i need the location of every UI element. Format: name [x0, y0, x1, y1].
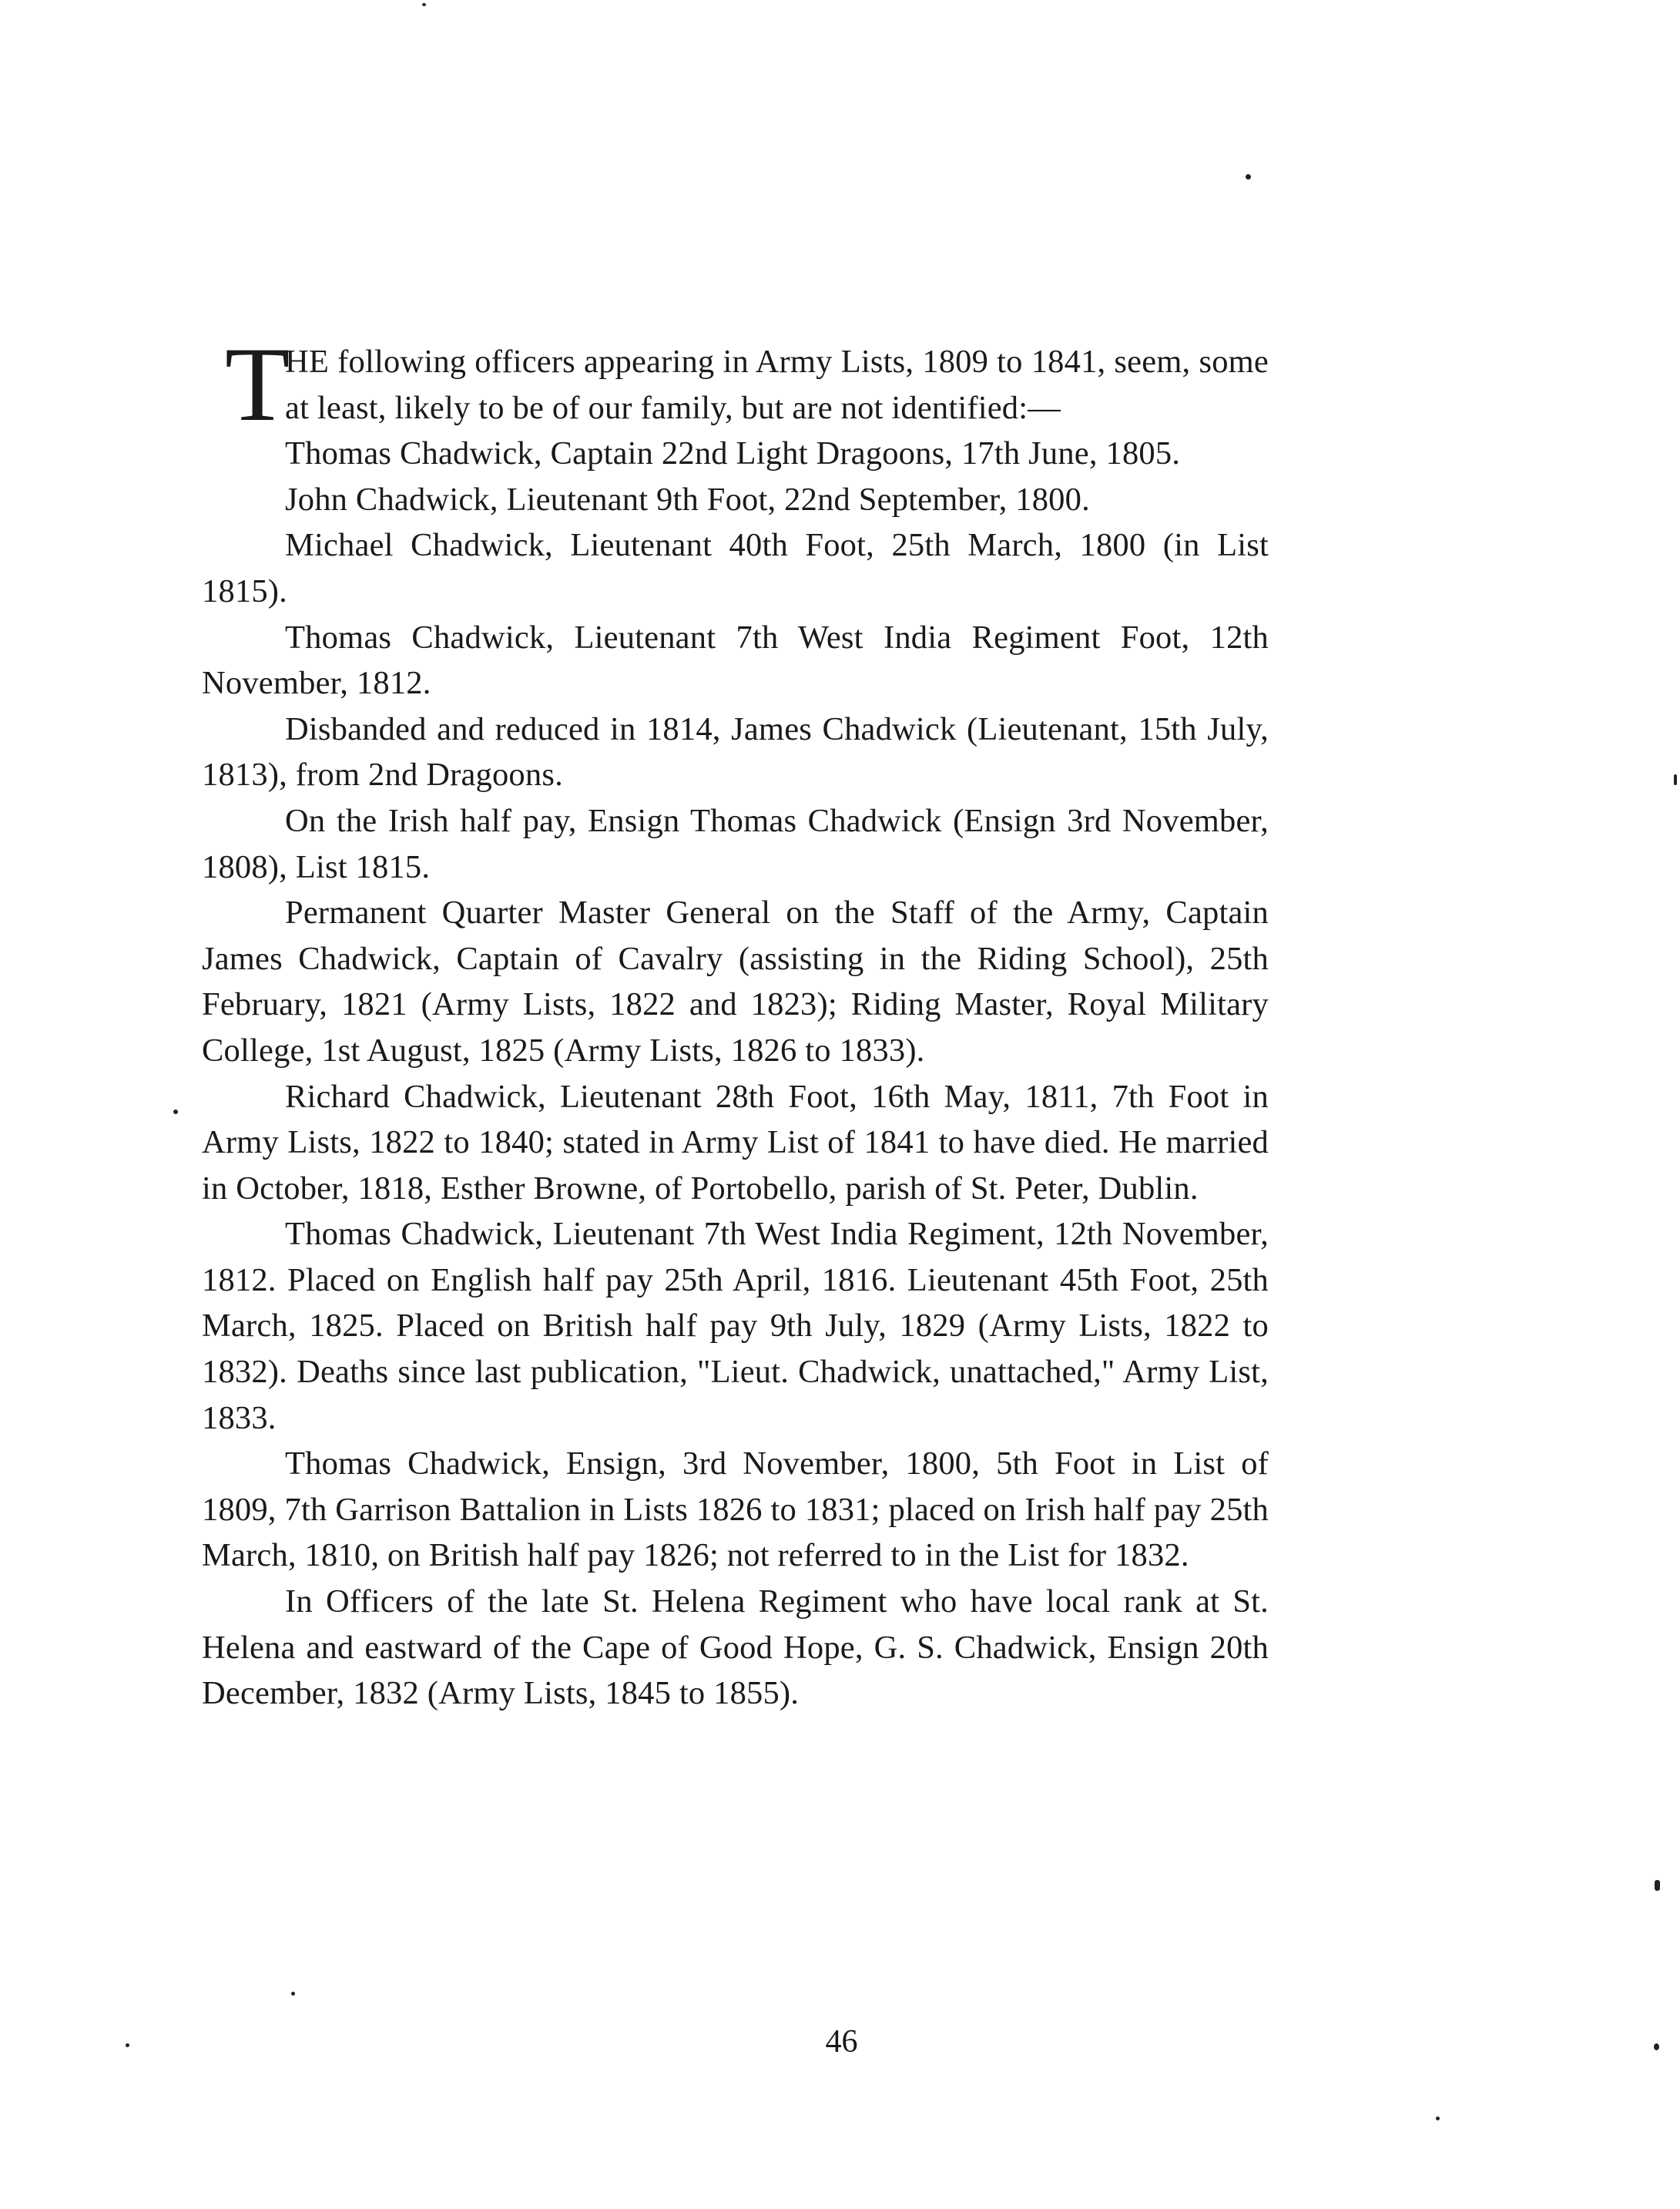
paragraph-quarter-master: Permanent Quarter Master General on the Staff of the Army, Captain James Chadwick, Captain of Cavalry (assisting in the Riding School), 25th February, 1821 (Army Lists, 1822 and 1823); Riding Master, Royal Military College, 1st August, 1825 (Army Lists, 1826 to 1833). [202, 895, 1269, 1069]
page-number: 46 [825, 2024, 858, 2060]
paragraph-st-helena: In Officers of the late St. Helena Regiment who have local rank at St. Helena and eastward of the Cape of Good Hope, G. S. Chadwick, Ensign 20th December, 1832 (Army Lists, 1845 to 1855). [202, 1583, 1269, 1712]
scan-speck [1655, 1880, 1660, 1891]
paragraph-thomas-ensign: Thomas Chadwick, Ensign, 3rd November, 1800, 5th Foot in List of 1809, 7th Garrison Battalion in Lists 1826 to 1831; placed on Irish half pay 25th March, 1810, on British half pay 1826; not referred to in the List for 1832. [202, 1445, 1269, 1574]
paragraph-irish-half-pay: On the Irish half pay, Ensign Thomas Chadwick (Ensign 3rd November, 1808), List 1815. [202, 802, 1269, 885]
intro-text: HE following officers appearing in Army Lists, 1809 to 1841, seem, some at least, likely to be of our family, but are not identified:— [285, 344, 1269, 426]
paragraph-thomas-captain: Thomas Chadwick, Captain 22nd Light Dragoons, 17th June, 1805. [285, 435, 1181, 472]
paragraph-thomas-lieutenant: Thomas Chadwick, Lieutenant 7th West India Regiment Foot, 12th November, 1812. [202, 619, 1269, 702]
scan-speck [173, 1110, 178, 1114]
paragraph-thomas-west-india: Thomas Chadwick, Lieutenant 7th West India Regiment, 12th November, 1812. Placed on English half pay 25th April, 1816. Lieutenant 45th Foot, 25th March, 1825. Placed on British half pay 9th July, 1829 (Army Lists, 1822 to 1832). Deaths since last publication, "Lieut. Chadwick, unattached," Army List, 1833. [202, 1216, 1269, 1436]
intro-paragraph [202, 325, 1269, 443]
paragraph-michael: Michael Chadwick, Lieutenant 40th Foot, 25th March, 1800 (in List 1815). [202, 527, 1269, 609]
scan-speck [1436, 2117, 1440, 2120]
paragraph-richard: Richard Chadwick, Lieutenant 28th Foot, 16th May, 1811, 7th Foot in Army Lists, 1822 to 1840; stated in Army List of 1841 to have died. He married in October, 1818, Esther Browne, of Portobello, parish of St. Peter, Dublin. [202, 1078, 1269, 1207]
paragraph-john: John Chadwick, Lieutenant 9th Foot, 22nd September, 1800. [285, 481, 1090, 518]
scan-speck [1246, 174, 1251, 180]
drop-cap: T [225, 325, 290, 443]
scan-speck [291, 1992, 295, 1996]
body-text [202, 325, 1269, 1717]
paragraph-disbanded: Disbanded and reduced in 1814, James Chadwick (Lieutenant, 15th July, 1813), from 2nd Dragoons. [202, 710, 1269, 794]
scan-speck [1674, 774, 1677, 785]
scan-speck [422, 3, 426, 6]
